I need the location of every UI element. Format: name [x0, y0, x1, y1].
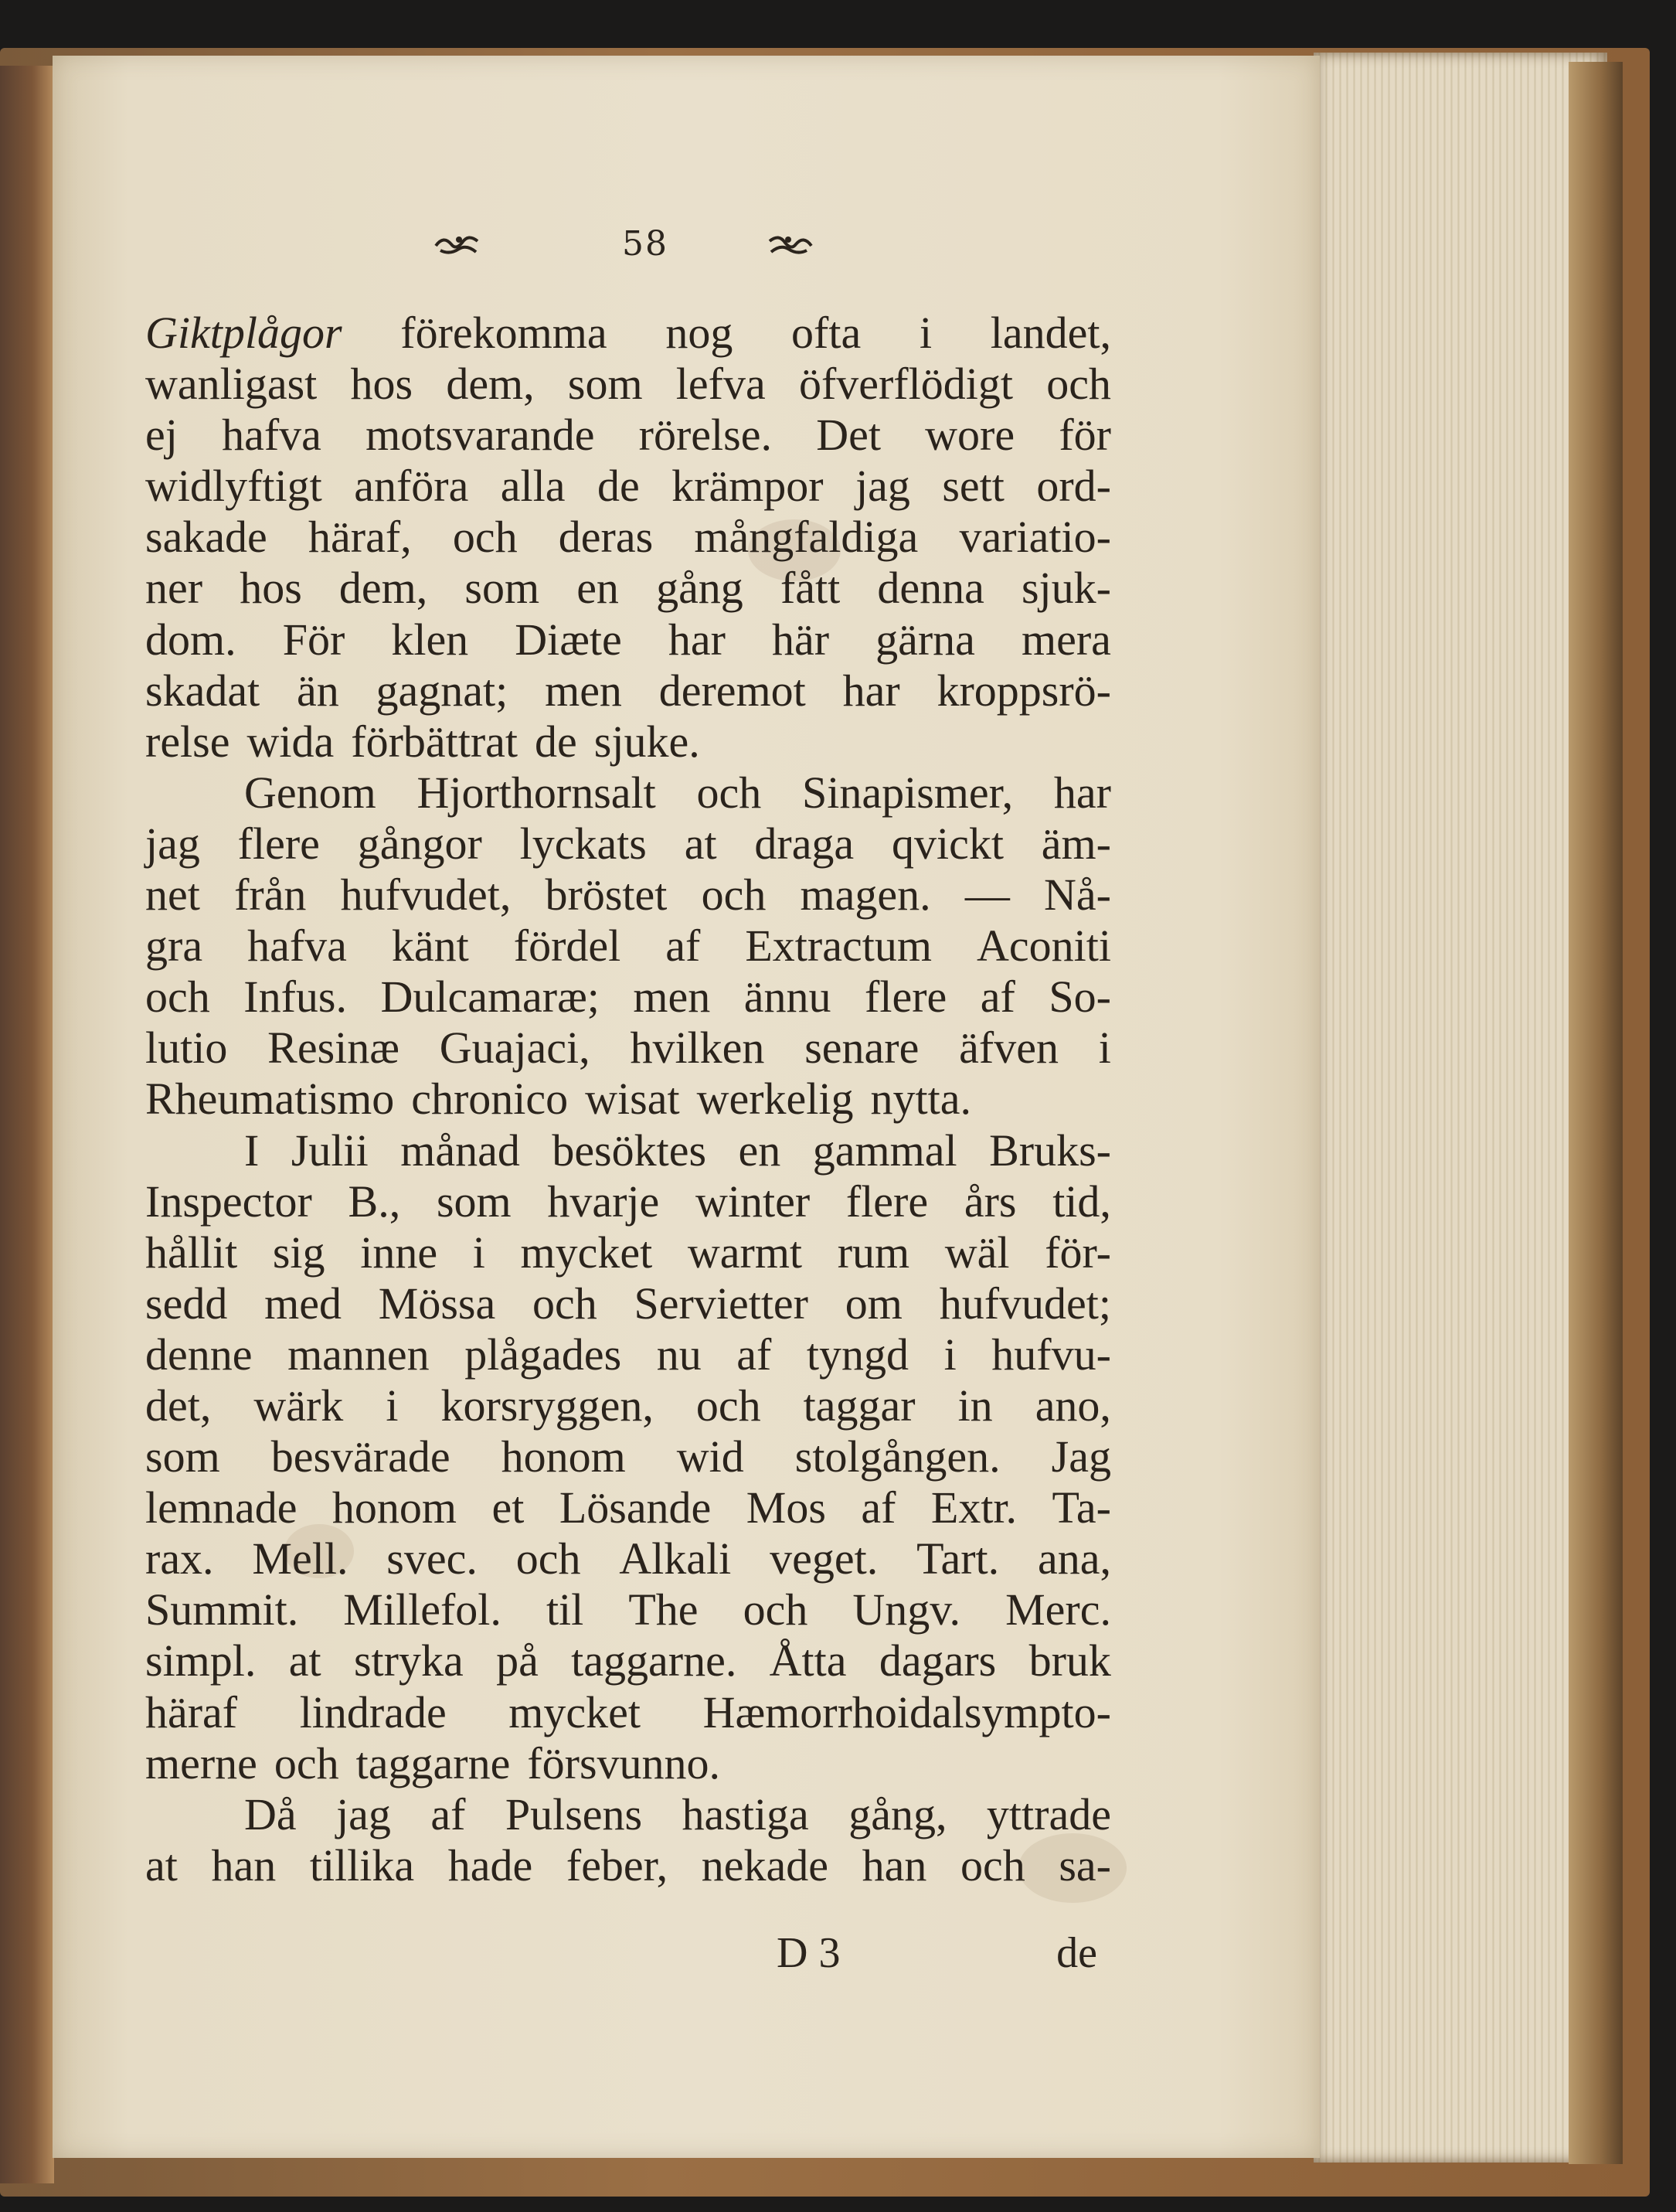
word: från [234, 869, 307, 921]
word: Millefol. [343, 1584, 501, 1635]
word: Extr. [930, 1482, 1018, 1533]
word: kroppsrö- [937, 665, 1111, 716]
word: af [430, 1788, 466, 1839]
word: Mos [746, 1482, 826, 1533]
word: krämpor [671, 461, 824, 512]
word: net [145, 869, 200, 921]
word: bröstet [545, 869, 668, 921]
word: werkelig [696, 1074, 854, 1125]
word: deremot [658, 665, 806, 716]
word: som [464, 563, 540, 614]
word: gagnat; [376, 665, 508, 716]
text-line [145, 1023, 1111, 1074]
word: och [274, 1737, 339, 1788]
word: nekade [701, 1839, 829, 1890]
word: hade [447, 1839, 533, 1890]
word: och [696, 767, 762, 818]
word: sjuk- [1021, 563, 1111, 614]
word: öfverflödigt [798, 359, 1013, 410]
word: besvärade [270, 1431, 450, 1482]
word: ano, [1035, 1380, 1111, 1431]
page-edges [1314, 53, 1607, 2163]
word: Åtta [769, 1635, 847, 1686]
word: sakade [145, 512, 267, 563]
word: Guajaci, [439, 1023, 590, 1074]
text-line [145, 563, 1111, 614]
word: dem, [446, 359, 535, 410]
word: försvunno. [527, 1737, 721, 1788]
text-line [145, 461, 1111, 512]
word: Jag [1051, 1431, 1111, 1482]
word: ofta [791, 308, 862, 358]
word: wisat [585, 1074, 680, 1125]
word: Aconiti [976, 921, 1111, 972]
word: Rheumatismo [145, 1074, 395, 1125]
word: fördel [513, 921, 621, 972]
text-line [145, 1329, 1111, 1380]
word: qvickt [892, 818, 1004, 869]
word: Ungv. [852, 1584, 961, 1635]
ornament-right-icon [765, 229, 814, 260]
running-head [433, 224, 835, 278]
word: hafva [222, 410, 321, 461]
text-line [145, 1074, 1111, 1125]
word: denne [145, 1329, 253, 1380]
word: hos [350, 359, 413, 410]
word: har [1053, 767, 1111, 818]
word: i [386, 1380, 399, 1431]
word: wida [246, 716, 335, 767]
word: B., [348, 1176, 401, 1227]
word: jag [855, 461, 910, 512]
text-line [145, 1584, 1111, 1635]
word: plågades [464, 1329, 622, 1380]
word: inne [360, 1227, 438, 1278]
word: hos [240, 563, 302, 614]
word: Extractum [745, 921, 932, 972]
word: lyckats [519, 818, 647, 869]
word: Diæte [515, 614, 622, 665]
signature-mark: D 3 [777, 1929, 841, 1977]
word: om [845, 1278, 903, 1329]
word: Nå- [1044, 869, 1111, 921]
word: — [964, 869, 1010, 921]
text-line [145, 359, 1111, 410]
word: gammal [812, 1125, 957, 1176]
word: ana, [1037, 1533, 1111, 1584]
word: känt [391, 921, 469, 972]
text-line [145, 716, 1111, 767]
word: variatio- [959, 512, 1111, 563]
word: än [296, 665, 339, 716]
word: I [244, 1125, 260, 1176]
word: Merc. [1005, 1584, 1111, 1635]
word: af [736, 1329, 772, 1380]
word: honom [501, 1431, 626, 1482]
book-spine-edge [0, 66, 54, 2183]
word: för [1059, 410, 1111, 461]
word: han [211, 1839, 277, 1890]
word: Mell. [252, 1533, 348, 1584]
word: tillika [309, 1839, 415, 1890]
word: Servietter [634, 1278, 808, 1329]
text-line [145, 921, 1111, 972]
text-line [145, 1840, 1111, 1891]
word: som [436, 1176, 512, 1227]
word: Julii [291, 1125, 369, 1176]
text-line [145, 1687, 1111, 1738]
word: sig [272, 1227, 325, 1278]
word: dagars [879, 1635, 997, 1686]
word: och [452, 512, 518, 563]
word: ner [145, 563, 203, 614]
word: alla [500, 461, 566, 512]
text-line [145, 1738, 1111, 1789]
word: hafva [247, 921, 347, 972]
word: äm- [1041, 818, 1111, 869]
word: Infus. [243, 972, 347, 1023]
word: har [842, 665, 900, 716]
word: in [957, 1380, 993, 1431]
word: merne [145, 1737, 257, 1788]
word: chronico [411, 1074, 569, 1125]
word: Hjorthornsalt [416, 767, 656, 818]
word: han [862, 1839, 927, 1890]
word: gångor [357, 818, 482, 869]
word: i [1098, 1023, 1111, 1074]
word: och [515, 1533, 581, 1584]
body-text [145, 308, 1111, 1891]
word: nytta. [870, 1074, 971, 1125]
word: Genom [244, 767, 376, 818]
word: och [960, 1839, 1025, 1890]
word: svec. [386, 1533, 478, 1584]
word: senare [804, 1023, 920, 1074]
word: besöktes [552, 1125, 707, 1176]
word: tyngd [806, 1329, 909, 1380]
text-line [145, 614, 1111, 665]
text-line [145, 512, 1111, 563]
word: men [545, 665, 622, 716]
word: Dulcamaræ; [380, 972, 600, 1023]
word: sedd [145, 1278, 228, 1329]
word: hastiga [682, 1788, 809, 1839]
word: taggar [803, 1380, 916, 1431]
word: gärna [875, 614, 975, 665]
word: yttrade [986, 1788, 1111, 1839]
word: hufvu- [991, 1329, 1111, 1380]
word: Lösande [559, 1482, 712, 1533]
word: i [919, 308, 933, 358]
word: och [695, 1380, 761, 1431]
word: lemnade [145, 1482, 297, 1533]
word: sjuke. [593, 716, 700, 767]
word: ord- [1036, 461, 1111, 512]
page-number: 58 [622, 224, 668, 264]
word: klen [391, 614, 469, 665]
cover-edge [1569, 62, 1623, 2164]
word: för- [1045, 1227, 1111, 1278]
word: mannen [287, 1329, 430, 1380]
word: simpl. [145, 1635, 257, 1686]
word: relse [145, 716, 230, 767]
word: Ta- [1052, 1482, 1111, 1533]
text-line [145, 972, 1111, 1023]
word: skadat [145, 665, 260, 716]
word: nu [656, 1329, 702, 1380]
word: mycket [508, 1686, 641, 1737]
word: The [628, 1584, 699, 1635]
word: feber, [566, 1839, 668, 1890]
word: flere [237, 818, 320, 869]
word: i [472, 1227, 485, 1278]
word: wore [925, 410, 1015, 461]
word: För [282, 614, 345, 665]
word: de [597, 461, 640, 512]
word: anföra [354, 461, 469, 512]
word: taggarne. [571, 1635, 737, 1686]
word: men [633, 972, 711, 1023]
word: at [288, 1635, 321, 1686]
word: i [943, 1329, 957, 1380]
word: äfven [959, 1023, 1059, 1074]
word: hvarje [547, 1176, 660, 1227]
word: Resinæ [267, 1023, 399, 1074]
word: af [861, 1482, 896, 1533]
word: magen. [800, 869, 931, 921]
word: til [546, 1584, 584, 1635]
text-line [145, 665, 1111, 716]
word: och [1046, 359, 1111, 410]
word: dem, [338, 563, 428, 614]
word: månad [400, 1125, 520, 1176]
word: gra [145, 921, 203, 972]
word: warmt [687, 1227, 803, 1278]
word: och [145, 972, 210, 1023]
word: års [964, 1176, 1017, 1227]
word: lefva [675, 359, 766, 410]
word: Det [816, 410, 881, 461]
word: fått [780, 563, 841, 614]
word: wäl [944, 1227, 1010, 1278]
word: draga [754, 818, 855, 869]
text-line [145, 767, 1111, 818]
word: Inspector [145, 1176, 312, 1227]
word: ännu [743, 972, 831, 1023]
text-line [145, 1278, 1111, 1329]
word: mera [1021, 614, 1111, 665]
word: wid [676, 1431, 744, 1482]
text-line [145, 1380, 1111, 1431]
word: Tart. [916, 1533, 1000, 1584]
word: Sinapismer, [802, 767, 1014, 818]
text-line [145, 308, 1111, 359]
word: häraf, [308, 512, 412, 563]
word: förekomma [400, 308, 607, 358]
text-line [145, 410, 1111, 461]
word: Då [244, 1788, 297, 1839]
word: en [738, 1125, 781, 1176]
word: gång [656, 563, 743, 614]
word: dom. [145, 614, 236, 665]
word: korsryggen, [440, 1380, 654, 1431]
word: sett [942, 461, 1005, 512]
word: et [491, 1482, 525, 1533]
word: honom [331, 1482, 457, 1533]
ornament-left-icon [433, 229, 482, 260]
word: flere [845, 1176, 929, 1227]
text-line [145, 1227, 1111, 1278]
word: Summit. [145, 1584, 299, 1635]
word: bruk [1028, 1635, 1111, 1686]
word: de [535, 716, 577, 767]
text-line [145, 1635, 1111, 1686]
word: rax. [145, 1533, 214, 1584]
word: hållit [145, 1227, 238, 1278]
word: här [771, 614, 830, 665]
word: tid, [1052, 1176, 1111, 1227]
word: Pulsens [505, 1788, 643, 1839]
word: taggarne [355, 1737, 511, 1788]
word: widlyftigt [145, 461, 322, 512]
word: hvilken [630, 1023, 765, 1074]
word: som [567, 359, 643, 410]
word: wärk [253, 1380, 344, 1431]
word: rum [837, 1227, 910, 1278]
word: mycket [520, 1227, 653, 1278]
catchline [757, 1928, 1097, 1982]
word: Hæmorrhoidalsympto- [702, 1686, 1111, 1737]
word: Mössa [378, 1278, 496, 1329]
text-line [145, 869, 1111, 921]
word: och [532, 1278, 597, 1329]
word: hufvudet, [340, 869, 512, 921]
word: denna [877, 563, 984, 614]
text-line [145, 1789, 1111, 1840]
word: Giktplågor [145, 308, 342, 358]
word: af [665, 921, 701, 972]
word: mångfaldiga [694, 512, 919, 563]
word: flere [865, 972, 947, 1023]
word: sa- [1059, 1839, 1111, 1890]
word: lutio [145, 1023, 228, 1074]
text-line [145, 1125, 1111, 1176]
word: förbättrat [351, 716, 518, 767]
catchword: de [1056, 1929, 1097, 1977]
word: at [145, 1839, 178, 1890]
word: som [145, 1431, 220, 1482]
text-line [145, 1431, 1111, 1482]
word: af [980, 972, 1015, 1023]
word: och [743, 1584, 808, 1635]
word: och [701, 869, 767, 921]
word: wanligast [145, 359, 318, 410]
word: stolgången. [794, 1431, 1001, 1482]
word: Bruks- [989, 1125, 1111, 1176]
word: motsvarande [365, 410, 595, 461]
word: winter [695, 1176, 811, 1227]
word: deras [558, 512, 654, 563]
text-line [145, 1533, 1111, 1584]
word: So- [1049, 972, 1111, 1023]
word: veget. [770, 1533, 879, 1584]
text-line [145, 818, 1111, 869]
word: nog [665, 308, 733, 358]
word: jag [336, 1788, 391, 1839]
word: gång, [848, 1788, 947, 1839]
word: stryka [353, 1635, 464, 1686]
text-line [145, 1482, 1111, 1533]
word: rörelse. [638, 410, 772, 461]
word: med [264, 1278, 342, 1329]
word: en [576, 563, 619, 614]
word: på [496, 1635, 539, 1686]
word: landet, [990, 308, 1111, 358]
word: jag [145, 818, 200, 869]
word: at [684, 818, 717, 869]
word: hufvudet; [939, 1278, 1111, 1329]
word: lindrade [299, 1686, 447, 1737]
word: häraf [145, 1686, 238, 1737]
text-line [145, 1176, 1111, 1227]
word: det, [145, 1380, 212, 1431]
word: Alkali [619, 1533, 732, 1584]
word: ej [145, 410, 178, 461]
word: har [668, 614, 726, 665]
